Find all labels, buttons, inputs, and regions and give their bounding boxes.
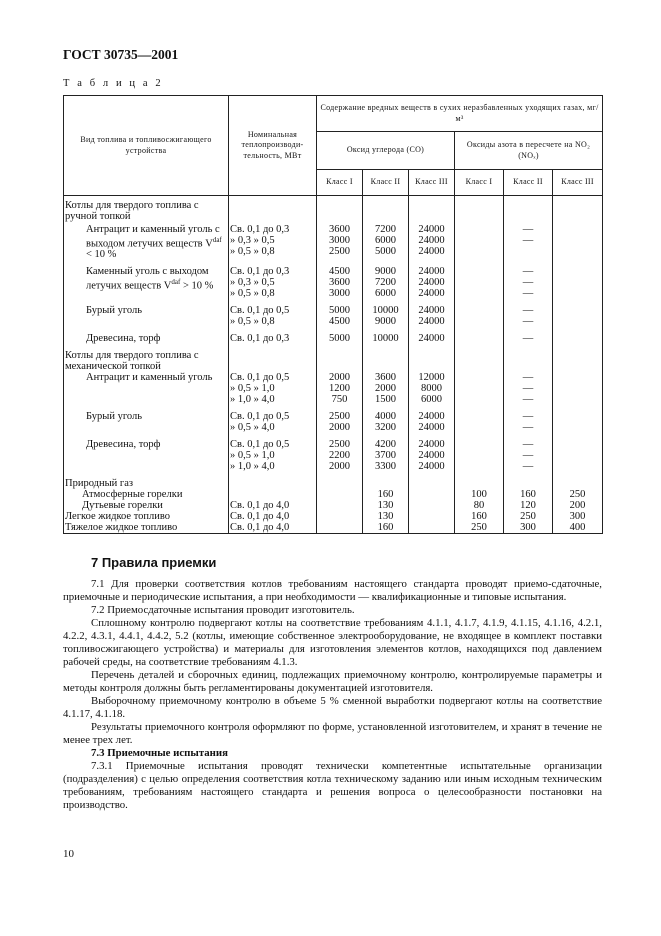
cell-no2: — — — <box>504 372 553 405</box>
cell-fuel: Бурый уголь <box>86 305 143 316</box>
cell-no3 <box>553 478 603 489</box>
page-number: 10 <box>63 848 74 860</box>
cell-fuel: Каменный уголь с выходом летучих веществ $V^{daf} > 10$ % <box>86 266 214 292</box>
header-nominal-power: Номинальная теплопроизводи-тельность, МВт <box>229 96 317 196</box>
header-class-6: Класс III <box>553 170 603 196</box>
table-row <box>64 305 603 327</box>
cell-no1 <box>455 196 504 224</box>
cell-power: Св. 0,1 до 0,3 » 0,3 » 0,5 » 0,5 » 0,8 <box>229 266 317 299</box>
header-class-4: Класс I <box>455 170 504 196</box>
cell-co1: 2500 2200 2000 <box>317 439 363 472</box>
cell-co3: 24000 24000 24000 <box>409 224 455 261</box>
cell-no3 <box>553 266 603 299</box>
cell-no2: 160 <box>504 489 553 500</box>
cell-co3 <box>409 511 455 522</box>
header-carbon-monoxide: Оксид углерода (CO) <box>317 132 455 170</box>
cell-no3 <box>553 196 603 224</box>
subsection-title: 7.3 Приемочные испытания <box>91 747 228 759</box>
cell-fuel: Дутьевые горелки <box>82 500 163 511</box>
cell-no2 <box>504 478 553 489</box>
cell-co1: 5000 <box>317 333 363 344</box>
cell-no3 <box>553 350 603 372</box>
cell-co3: 24000 24000 24000 <box>409 439 455 472</box>
cell-no3: 250 <box>553 489 603 500</box>
cell-fuel: Тяжелое жидкое топливо <box>65 522 178 533</box>
cell-no1 <box>455 372 504 405</box>
paragraph: Перечень деталей и сборочных единиц, подлежащих приемочному контролю, контролируемые параметры и методы контроля должны быть регламентированы документацией изготовителя. <box>63 669 602 694</box>
cell-no3 <box>553 439 603 472</box>
cell-no2: 120 <box>504 500 553 511</box>
cell-power: Св. 0,1 до 0,5 » 0,5 » 1,0 » 1,0 » 4,0 <box>229 372 317 405</box>
paragraph: Сплошному контролю подвергают котлы на соответствие требованиям 4.1.1, 4.1.7, 4.1.9, 4.1.15, 4.1.16, 4.2.1, 4.2.2, 4.3.1, 4.4.1, 4.4.2, 5.2 (котлы, имеющие собственное электрооборудование, не входящее в комплект поставки топливосжигающего устройства) и материалы для изготовления элементов котлов, находящихся под давлением рабочей среды, на соответствие требованиям 4.1.3. <box>63 617 602 668</box>
cell-co2: 10000 9000 <box>363 305 409 327</box>
table-row <box>64 196 603 224</box>
section-text <box>63 578 602 812</box>
paragraph: Выборочному приемочному контролю в объеме 5 % сменной выработки подвергают котлы на соответствие 4.1.17, 4.1.18. <box>63 695 602 720</box>
cell-no3 <box>553 333 603 344</box>
cell-co1 <box>317 478 363 489</box>
cell-co2: 3600 2000 1500 <box>363 372 409 405</box>
cell-co1 <box>317 350 363 372</box>
cell-power: Св. 0,1 до 0,5 » 0,5 » 0,8 <box>229 305 317 327</box>
cell-co2: 9000 7200 6000 <box>363 266 409 299</box>
cell-no3: 400 <box>553 522 603 534</box>
cell-no2: — — <box>504 411 553 433</box>
cell-no1 <box>455 224 504 261</box>
header-class-3: Класс III <box>409 170 455 196</box>
table-row <box>64 333 603 344</box>
cell-no1 <box>455 333 504 344</box>
table-row <box>64 266 603 299</box>
paragraph: 7.3.1 Приемочные испытания проводят технически компетентные испытательные организации (подразделения) с целью определения соответствия котла техническому заданию или иным исходным техническим требованиям, требованиям настоящего стандарта и решения вопроса о целесообразности постановки на производство. <box>63 760 602 811</box>
cell-fuel: Древесина, торф <box>86 439 161 450</box>
cell-no1: 80 <box>455 500 504 511</box>
cell-fuel: Антрацит и каменный уголь с выходом летучих веществ $V^{daf} < 10$ % <box>86 223 222 260</box>
cell-co1: 5000 4500 <box>317 305 363 327</box>
cell-fuel: Древесина, торф <box>86 333 161 344</box>
cell-power: Св. 0,1 до 0,3 <box>229 333 317 344</box>
cell-co3 <box>409 478 455 489</box>
table-row <box>64 500 603 511</box>
cell-no1 <box>455 478 504 489</box>
cell-co2 <box>363 350 409 372</box>
cell-no2: — — <box>504 305 553 327</box>
header-class-2: Класс II <box>363 170 409 196</box>
cell-power: Св. 0,1 до 0,5 » 0,5 » 1,0 » 1,0 » 4,0 <box>229 439 317 472</box>
cell-power <box>229 478 317 489</box>
cell-co2: 7200 6000 5000 <box>363 224 409 261</box>
table-row <box>64 511 603 522</box>
cell-power: Св. 0,1 до 0,3 » 0,3 » 0,5 » 0,5 » 0,8 <box>229 224 317 261</box>
cell-co1 <box>317 489 363 500</box>
cell-co3: 24000 24000 <box>409 411 455 433</box>
cell-fuel: Бурый уголь <box>86 411 143 422</box>
cell-no1 <box>455 350 504 372</box>
header-harmful-content: Содержание вредных веществ в сухих неразбавленных уходящих газах, мг/м³ <box>317 96 603 132</box>
cell-co2: 130 <box>363 511 409 522</box>
table-row <box>64 411 603 433</box>
paragraph: Результаты приемочного контроля оформляют по форме, установленной изготовителем, и хранят в течение не менее трех лет. <box>63 721 602 746</box>
cell-power <box>229 196 317 224</box>
table-row <box>64 224 603 261</box>
cell-power: Св. 0,1 до 4,0 <box>229 511 317 522</box>
cell-co3 <box>409 522 455 534</box>
cell-co1 <box>317 522 363 534</box>
paragraph: 7.1 Для проверки соответствия котлов требованиям настоящего стандарта проводят приемо-сдаточные, приемочные и периодические испытания, а при необходимости — квалификационные и типовые испытания. <box>63 578 602 603</box>
emissions-table <box>63 95 603 534</box>
cell-power: Св. 0,1 до 0,5 » 0,5 » 4,0 <box>229 411 317 433</box>
paragraph: 7.2 Приемосдаточные испытания проводит изготовитель. <box>91 604 355 616</box>
cell-fuel: Котлы для твердого топлива с ручной топкой <box>65 200 199 222</box>
cell-power <box>229 489 317 500</box>
cell-no3 <box>553 305 603 327</box>
cell-co2: 160 <box>363 522 409 534</box>
cell-no1 <box>455 411 504 433</box>
table-row <box>64 350 603 372</box>
cell-co1 <box>317 196 363 224</box>
cell-co1: 2000 1200 750 <box>317 372 363 405</box>
cell-no1 <box>455 305 504 327</box>
cell-no2: — — — <box>504 439 553 472</box>
cell-no1: 160 <box>455 511 504 522</box>
cell-co3 <box>409 350 455 372</box>
cell-no3: 200 <box>553 500 603 511</box>
cell-co2: 4200 3700 3300 <box>363 439 409 472</box>
cell-no3 <box>553 224 603 261</box>
cell-power: Св. 0,1 до 4,0 <box>229 500 317 511</box>
cell-no2: — <box>504 333 553 344</box>
cell-co3 <box>409 489 455 500</box>
table-row <box>64 478 603 489</box>
cell-power: Св. 0,1 до 4,0 <box>229 522 317 534</box>
cell-co3 <box>409 196 455 224</box>
document-header: ГОСТ 30735—2001 <box>63 47 179 62</box>
header-nitrogen-oxides: Оксиды азота в пересчете на NO₂ (NOₓ) <box>455 132 603 170</box>
table-row <box>64 522 603 534</box>
cell-co1 <box>317 500 363 511</box>
cell-no1 <box>455 439 504 472</box>
table-row <box>64 439 603 472</box>
cell-no1: 100 <box>455 489 504 500</box>
cell-fuel: Котлы для твердого топлива с механической топкой <box>65 350 199 372</box>
cell-no2: 250 <box>504 511 553 522</box>
cell-co2: 4000 3200 <box>363 411 409 433</box>
cell-no2: — — <box>504 224 553 261</box>
cell-co1: 3600 3000 2500 <box>317 224 363 261</box>
cell-co3: 24000 <box>409 333 455 344</box>
cell-co3: 24000 24000 24000 <box>409 266 455 299</box>
cell-no2 <box>504 350 553 372</box>
cell-co1 <box>317 511 363 522</box>
table-row <box>64 489 603 500</box>
cell-co2 <box>363 196 409 224</box>
cell-no3 <box>553 411 603 433</box>
header-class-5: Класс II <box>504 170 553 196</box>
cell-no2: — — — <box>504 266 553 299</box>
section-title: 7 Правила приемки <box>91 555 217 570</box>
cell-no3: 300 <box>553 511 603 522</box>
cell-no1: 250 <box>455 522 504 534</box>
cell-fuel: Легкое жидкое топливо <box>65 511 171 522</box>
cell-co3: 12000 8000 6000 <box>409 372 455 405</box>
cell-co2: 10000 <box>363 333 409 344</box>
cell-power <box>229 350 317 372</box>
cell-co3 <box>409 500 455 511</box>
table-row <box>64 372 603 405</box>
header-class-1: Класс I <box>317 170 363 196</box>
table-label: Т а б л и ц а 2 <box>63 78 164 89</box>
cell-fuel: Антрацит и каменный уголь <box>86 372 213 383</box>
cell-no2: 300 <box>504 522 553 534</box>
cell-fuel: Атмосферные горелки <box>82 489 183 500</box>
cell-co3: 24000 24000 <box>409 305 455 327</box>
cell-co1: 4500 3600 3000 <box>317 266 363 299</box>
cell-co2: 130 <box>363 500 409 511</box>
cell-co1: 2500 2000 <box>317 411 363 433</box>
cell-co2: 160 <box>363 489 409 500</box>
cell-fuel: Природный газ <box>65 478 134 489</box>
cell-no2 <box>504 196 553 224</box>
header-fuel-type: Вид топлива и топливосжигающего устройства <box>64 96 229 196</box>
cell-co2 <box>363 478 409 489</box>
cell-no3 <box>553 372 603 405</box>
cell-no1 <box>455 266 504 299</box>
